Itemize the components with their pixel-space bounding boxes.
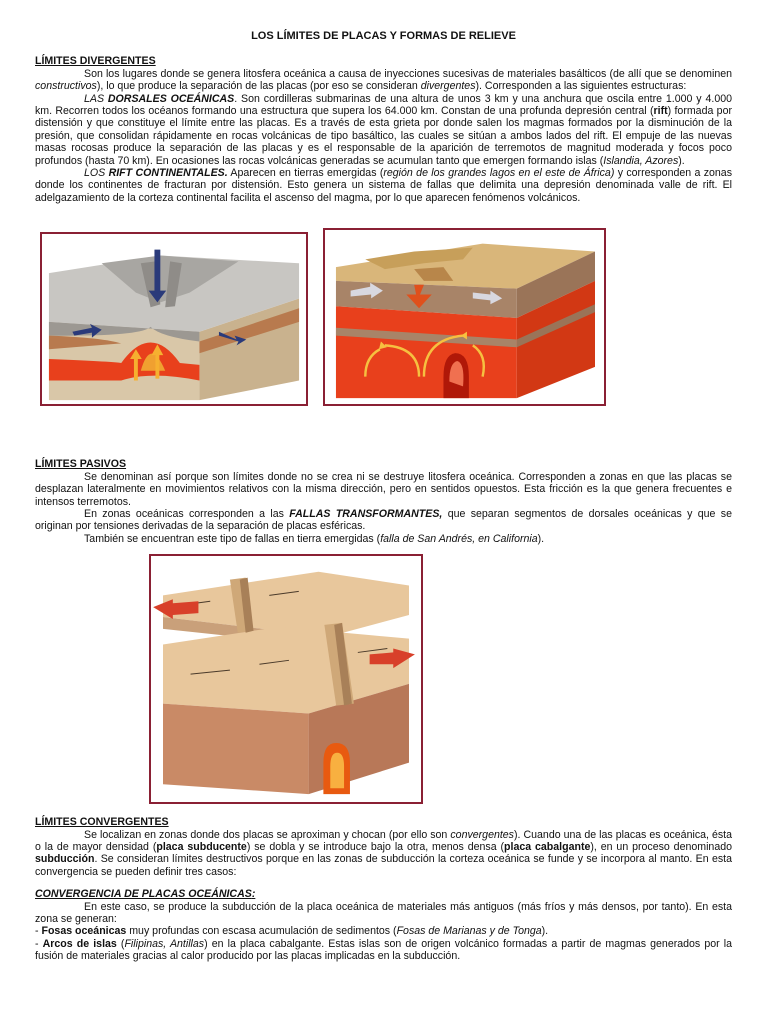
divergent-figures [35,232,732,448]
convergentes-paragraph-1: Se localizan en zonas donde dos placas se aproximan y chocan (por ello son convergentes). Cuando una de las placas es oceánica, ésta o la de mayor densidad (placa subducente) se dobla y se introduce bajo la otra, menos densa (placa cabalgante), en un proceso denominado subducción. Se consideran límites destructivos porque en las zonas de subducción la corteza oceánica se funde y se incorpora al manto. En esta convergencia se pueden definir tres casos: [35,828,733,878]
dorsales-paragraph: LAS DORSALES OCEÁNICAS. Son cordilleras submarinas de una altura de unos 3 km y una anchura que oscila entre 1.000 y 4.000 km. Recorren todos los océanos formando una estructura que supera los 64.000 km. Constan de una profunda depresión central (rift) formada por distensión y que constituye el límite entre las placas. Es a través de esta grieta por donde salen los magmas formados por la disminución de la presión, que consolidan rápidamente en rocas volcánicas de tipo basáltico, las cuales se sitúan a ambos lados del rift. El empuje de las nuevas masas rocosas produce la separación de las placas y es el responsable de la aparición de terremotos de magnitud moderada y focos poco profundos (hasta 70 km). En ocasiones las rocas volcánicas generadas se acumulan tanto que emergen formando islas (Islandia, Azores). [35,92,732,167]
heading-pasivos: LÍMITES PASIVOS [35,458,127,471]
subheading-convergencia-oceanicas: CONVERGENCIA DE PLACAS OCEÁNICAS: [35,888,256,901]
dorsal-oceanica-illustration [40,232,308,406]
list-item-arcos: - Arcos de islas (Filipinas, Antillas) en la placa cabalgante. Estas islas son de origen volcánico formadas a partir de magmas generados por la fusión de materiales gracias al calor producido por las placas implicadas en la subducción. [35,937,732,963]
list-item-fosas: - Fosas oceánicas muy profundas con escasa acumulación de sedimentos (Fosas de Marianas y de Tonga). [35,925,549,938]
pasivos-paragraph-2: En zonas oceánicas corresponden a las FALLAS TRANSFORMANTES, que separan segmentos de dorsales oceánicas y que se originan por tensiones derivadas de la separación de placas esféricas. [35,507,732,533]
falla-transformante-illustration [149,554,423,804]
transform-figure-row [35,554,732,804]
rift-continental-illustration [323,228,606,406]
pasivos-paragraph-1: Se denominan así porque son límites donde no se crea ni se destruye litosfera oceánica. Corresponden a zonas en que las placas se desplazan lateralmente en movimientos relativos con la misma dirección, pero en sentidos opuestos. Esta fricción es la que genera frecuentes e intensos terremotos. [35,470,732,508]
page-title: LOS LÍMITES DE PLACAS Y FORMAS DE RELIEVE [251,30,516,42]
convergencia-paragraph: En este caso, se produce la subducción de la placa oceánica de materiales más antiguos (más fríos y más densos, por tanto). En esta zona se generan: [35,900,732,925]
heading-convergentes: LÍMITES CONVERGENTES [35,816,169,829]
heading-divergentes: LÍMITES DIVERGENTES [35,55,156,68]
document-page [35,30,732,963]
pasivos-paragraph-3: También se encuentran este tipo de fallas en tierra emergidas (falla de San Andrés, en California). [84,532,545,545]
divergentes-paragraph-1: Son los lugares donde se genera litosfera oceánica a causa de inyecciones sucesivas de materiales basálticos (de allí que se denominen constructivos), lo que produce la separación de las placas (por eso se consideran divergentes). Corresponden a las siguientes estructuras: [35,67,732,93]
rift-paragraph: LOS RIFT CONTINENTALES. Aparecen en tierras emergidas (región de los grandes lagos en el este de África) y corresponden a zonas donde los continentes de fracturan por distensión. Esto genera un sistema de fallas que delimita una depresión denominada valle de rift. El adelgazamiento de la corteza continental facilita el ascenso del magma, por lo que aparecen fenómenos volcánicos. [35,167,732,204]
